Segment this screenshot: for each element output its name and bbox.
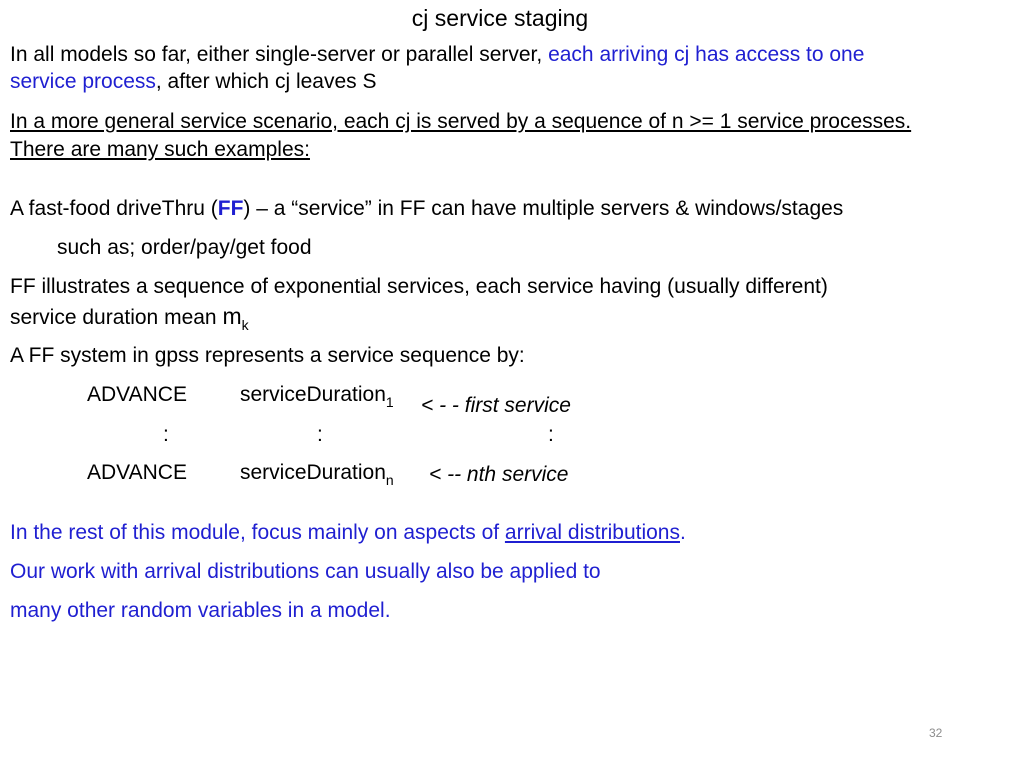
intro-highlight-cont: service process: [10, 70, 156, 93]
ff-text-b: ) – a “service” in FF can have multiple servers & windows/stages: [243, 197, 844, 220]
ff-line-2: such as; order/pay/get food: [57, 236, 312, 259]
ff-mean-text: service duration mean: [10, 306, 223, 329]
ff-line-1: [10, 196, 843, 222]
general-scenario-line-2: There are many such examples:: [10, 138, 310, 161]
code-row1-note: < - - first service: [421, 394, 571, 417]
intro-highlight: each arriving cj has access to one: [548, 43, 865, 66]
closing-line-1: [10, 520, 686, 546]
code-row3-arg-sub: n: [385, 472, 394, 488]
code-row2-col1: :: [163, 423, 169, 446]
slide-title: cj service staging: [411, 5, 589, 31]
ff-mean-subscript: k: [241, 317, 249, 333]
closing-text-b: .: [680, 521, 686, 544]
closing-line-2: Our work with arrival distributions can usually also be applied to: [10, 560, 601, 583]
closing-text-a: In the rest of this module, focus mainly on aspects of: [10, 521, 505, 544]
page-number: 32: [929, 726, 943, 740]
code-row3-arg: [240, 460, 394, 493]
code-row1-arg-sub: 1: [385, 394, 394, 410]
code-row1-keyword: ADVANCE: [87, 383, 187, 406]
ff-mean-symbol: m: [222, 303, 242, 329]
intro-line-2: [10, 69, 376, 95]
general-scenario-line-1: In a more general service scenario, each cj is served by a sequence of n >= 1 service processes.: [10, 110, 912, 133]
code-row3-note: < -- nth service: [429, 463, 569, 486]
intro-text-cont: , after which cj leaves S: [155, 70, 377, 93]
closing-line-3: many other random variables in a model.: [10, 599, 391, 622]
ff-line-5: A FF system in gpss represents a service sequence by:: [10, 344, 525, 367]
code-row3-keyword: ADVANCE: [87, 461, 187, 484]
ff-abbrev: FF: [217, 197, 244, 220]
code-row3-arg-text: serviceDuration: [240, 461, 386, 484]
ff-line-3: FF illustrates a sequence of exponential services, each service having (usually different): [10, 275, 828, 298]
code-row2-col3: :: [548, 423, 554, 446]
intro-line-1: [10, 42, 864, 68]
ff-line-4: [10, 303, 249, 338]
code-row2-col2: :: [317, 423, 323, 446]
arrival-distributions-link[interactable]: arrival distributions: [504, 521, 680, 544]
intro-text: In all models so far, either single-server or parallel server,: [10, 43, 549, 66]
code-row1-arg: [240, 382, 394, 415]
code-row1-arg-text: serviceDuration: [240, 383, 386, 406]
ff-text-a: A fast-food driveThru (: [10, 197, 218, 220]
